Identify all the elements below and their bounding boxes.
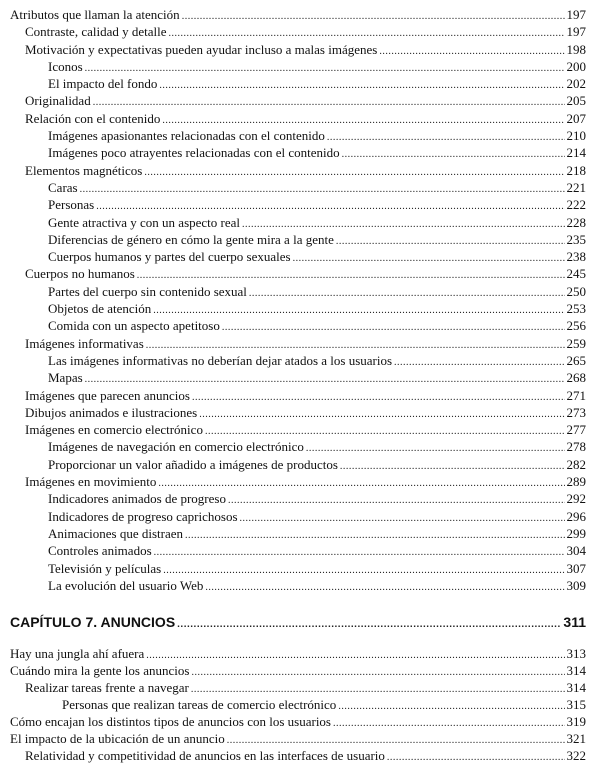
- entry-page: 198: [566, 41, 586, 57]
- dot-leader: [293, 250, 565, 265]
- dot-leader: [205, 423, 565, 438]
- dot-leader: [340, 458, 565, 473]
- entry-title: Cuerpos humanos y partes del cuerpo sexuales: [48, 249, 291, 265]
- dot-leader: [338, 698, 564, 713]
- toc-entry: [10, 560, 586, 577]
- toc-entry: [10, 75, 586, 92]
- dot-leader: [227, 732, 565, 747]
- toc-entry: [10, 92, 586, 109]
- entry-page: 273: [566, 404, 586, 420]
- dot-leader: [85, 371, 565, 386]
- dot-leader: [387, 749, 565, 764]
- toc-entry: [10, 352, 586, 369]
- toc-entry: [10, 162, 586, 179]
- entry-title: Cuerpos no humanos: [25, 266, 135, 282]
- entry-page: 314: [566, 680, 586, 695]
- entry-page: 210: [566, 128, 586, 144]
- toc-entry: [10, 747, 586, 764]
- toc-entry: [10, 214, 586, 231]
- dot-leader: [249, 285, 565, 300]
- entry-title: Comida con un aspecto apetitoso: [48, 318, 220, 334]
- entry-title: Imágenes poco atrayentes relacionadas con el contenido: [48, 145, 340, 161]
- dot-leader: [242, 216, 564, 231]
- toc-entry: [10, 577, 586, 594]
- toc-entry: [10, 127, 586, 144]
- entry-title: Animaciones que distraen: [48, 525, 184, 541]
- entry-page: 228: [566, 214, 586, 230]
- toc-entry: [10, 265, 586, 282]
- entry-page: 238: [566, 249, 586, 265]
- entry-title: Imágenes en comercio electrónico: [25, 422, 203, 438]
- dot-leader: [93, 94, 565, 109]
- entry-title: Cómo encajan los distintos tipos de anuncios con los usuarios: [10, 714, 331, 729]
- entry-page: 245: [566, 266, 586, 282]
- toc-entry: [10, 421, 586, 438]
- toc-entry: [10, 23, 586, 40]
- entry-title: Imágenes apasionantes relacionadas con el contenido: [48, 128, 325, 144]
- dot-leader: [96, 198, 564, 213]
- toc-entry: [10, 542, 586, 559]
- toc-entry: [10, 144, 586, 161]
- toc-entry: [10, 283, 586, 300]
- toc-entry: [10, 41, 586, 58]
- entry-page: 205: [566, 93, 586, 109]
- entry-page: 292: [566, 491, 586, 507]
- entry-title: Televisión y películas: [48, 560, 162, 576]
- dot-leader: [240, 510, 565, 525]
- toc-entry: [10, 248, 586, 265]
- dot-leader: [222, 319, 565, 334]
- entry-page: 235: [566, 231, 586, 247]
- entry-title: Personas: [48, 197, 95, 213]
- dot-leader: [162, 112, 564, 127]
- entry-page: 256: [566, 318, 586, 334]
- entry-title: Realizar tareas frente a navegar: [25, 680, 189, 695]
- entry-title: Hay una jungla ahí afuera: [10, 646, 145, 661]
- entry-page: 200: [566, 58, 586, 74]
- entry-page: 314: [566, 663, 586, 678]
- toc-entry: [10, 58, 586, 75]
- toc-entry: [10, 179, 586, 196]
- entry-title: Atributos que llaman la atención: [10, 7, 180, 22]
- entry-page: 277: [566, 422, 586, 438]
- entry-page: 265: [566, 352, 586, 368]
- entry-title: Partes del cuerpo sin contenido sexual: [48, 283, 247, 299]
- dot-leader: [306, 440, 565, 455]
- entry-page: 197: [566, 24, 586, 40]
- dot-leader: [333, 715, 565, 730]
- entry-title: Originalidad: [25, 93, 91, 109]
- dot-leader: [191, 681, 565, 696]
- entry-title: Contraste, calidad y detalle: [25, 24, 167, 40]
- dot-leader: [394, 354, 564, 369]
- toc-entry: [10, 473, 586, 490]
- entry-page: 197: [566, 7, 586, 22]
- entry-page: 319: [566, 714, 586, 729]
- dot-leader: [192, 389, 565, 404]
- entry-page: 259: [566, 335, 586, 351]
- entry-title: Cuándo mira la gente los anuncios: [10, 663, 190, 678]
- toc-section-chapter-7: [10, 645, 586, 764]
- toc-entry: [10, 335, 586, 352]
- entry-page: 222: [566, 197, 586, 213]
- entry-title: El impacto de la ubicación de un anuncio: [10, 731, 225, 746]
- entry-title: Personas que realizan tareas de comercio electrónico: [62, 697, 337, 712]
- entry-title: Relatividad y competitividad de anuncios en las interfaces de usuario: [25, 748, 385, 763]
- dot-leader: [146, 647, 564, 662]
- dot-leader: [154, 544, 565, 559]
- dot-leader: [144, 164, 564, 179]
- dot-leader: [80, 181, 565, 196]
- toc-entry: [10, 6, 586, 23]
- dot-leader: [146, 337, 565, 352]
- entry-page: 221: [566, 179, 586, 195]
- entry-title: Mapas: [48, 370, 83, 386]
- entry-title: Diferencias de género en cómo la gente mira a la gente: [48, 231, 334, 247]
- dot-leader: [191, 664, 564, 679]
- toc-entry: [10, 404, 586, 421]
- dot-leader: [163, 562, 564, 577]
- entry-page: 202: [566, 76, 586, 92]
- toc-section: [10, 6, 586, 594]
- dot-leader: [137, 267, 565, 282]
- dot-leader: [199, 406, 564, 421]
- dot-leader: [159, 77, 564, 92]
- toc-entry: [10, 300, 586, 317]
- toc-entry: [10, 645, 586, 662]
- entry-page: 315: [566, 697, 586, 712]
- toc-entry: [10, 679, 586, 696]
- dot-leader: [182, 8, 565, 23]
- dot-leader: [185, 527, 564, 542]
- toc-entry: [10, 662, 586, 679]
- entry-page: 214: [566, 145, 586, 161]
- dot-leader: [153, 302, 564, 317]
- entry-page: 299: [566, 525, 586, 541]
- toc-entry: [10, 525, 586, 542]
- toc-entry: [10, 456, 586, 473]
- entry-page: 307: [566, 560, 586, 576]
- entry-title: Proporcionar un valor añadido a imágenes de productos: [48, 456, 338, 472]
- dot-leader: [379, 43, 564, 58]
- entry-title: Imágenes de navegación en comercio electrónico: [48, 439, 304, 455]
- toc-entry: [10, 110, 586, 127]
- entry-page: 289: [566, 474, 586, 490]
- dot-leader: [342, 146, 565, 161]
- entry-title: Indicadores de progreso caprichosos: [48, 508, 238, 524]
- dot-leader: [169, 25, 565, 40]
- dot-leader: [177, 615, 561, 632]
- dot-leader: [228, 492, 565, 507]
- entry-title: Imágenes informativas: [25, 335, 144, 351]
- entry-page: 309: [566, 577, 586, 593]
- dot-leader: [205, 579, 564, 594]
- entry-page: 304: [566, 543, 586, 559]
- entry-title: Motivación y expectativas pueden ayudar incluso a malas imágenes: [25, 41, 378, 57]
- dot-leader: [327, 129, 565, 144]
- entry-title: Dibujos animados e ilustraciones: [25, 404, 198, 420]
- chapter-heading: [10, 612, 586, 632]
- entry-page: 253: [566, 301, 586, 317]
- entry-title: Imágenes que parecen anuncios: [25, 387, 190, 403]
- dot-leader: [158, 475, 564, 490]
- toc-entry: [10, 696, 586, 713]
- entry-title: Gente atractiva y con un aspecto real: [48, 214, 241, 230]
- entry-page: 282: [566, 456, 586, 472]
- entry-title: Las imágenes informativas no deberían dejar atados a los usuarios: [48, 352, 393, 368]
- entry-title: Controles animados: [48, 543, 152, 559]
- toc-entry: [10, 490, 586, 507]
- entry-page: 250: [566, 283, 586, 299]
- entry-page: 207: [566, 110, 586, 126]
- chapter-page: 311: [563, 614, 586, 630]
- toc-entry: [10, 438, 586, 455]
- toc-entry: [10, 713, 586, 730]
- entry-page: 278: [566, 439, 586, 455]
- toc-entry: [10, 508, 586, 525]
- entry-title: Elementos magnéticos: [25, 162, 143, 178]
- toc-entry: [10, 196, 586, 213]
- toc-entry: [10, 369, 586, 386]
- dot-leader: [85, 60, 565, 75]
- toc-entry: [10, 317, 586, 334]
- toc-entry: [10, 387, 586, 404]
- entry-title: Indicadores animados de progreso: [48, 491, 226, 507]
- entry-page: 296: [566, 508, 586, 524]
- dot-leader: [336, 233, 565, 248]
- entry-page: 322: [566, 748, 586, 763]
- entry-page: 321: [566, 731, 586, 746]
- entry-page: 218: [566, 162, 586, 178]
- entry-title: Relación con el contenido: [25, 110, 161, 126]
- entry-title: Objetos de atención: [48, 301, 152, 317]
- toc-entry: [10, 231, 586, 248]
- toc-entry: [10, 730, 586, 747]
- entry-title: La evolución del usuario Web: [48, 577, 204, 593]
- entry-page: 271: [566, 387, 586, 403]
- chapter-title: CAPÍTULO 7. ANUNCIOS: [10, 614, 176, 630]
- entry-title: El impacto del fondo: [48, 76, 158, 92]
- entry-page: 313: [566, 646, 586, 661]
- entry-title: Caras: [48, 179, 78, 195]
- entry-title: Imágenes en movimiento: [25, 474, 157, 490]
- entry-page: 268: [566, 370, 586, 386]
- entry-title: Iconos: [48, 58, 83, 74]
